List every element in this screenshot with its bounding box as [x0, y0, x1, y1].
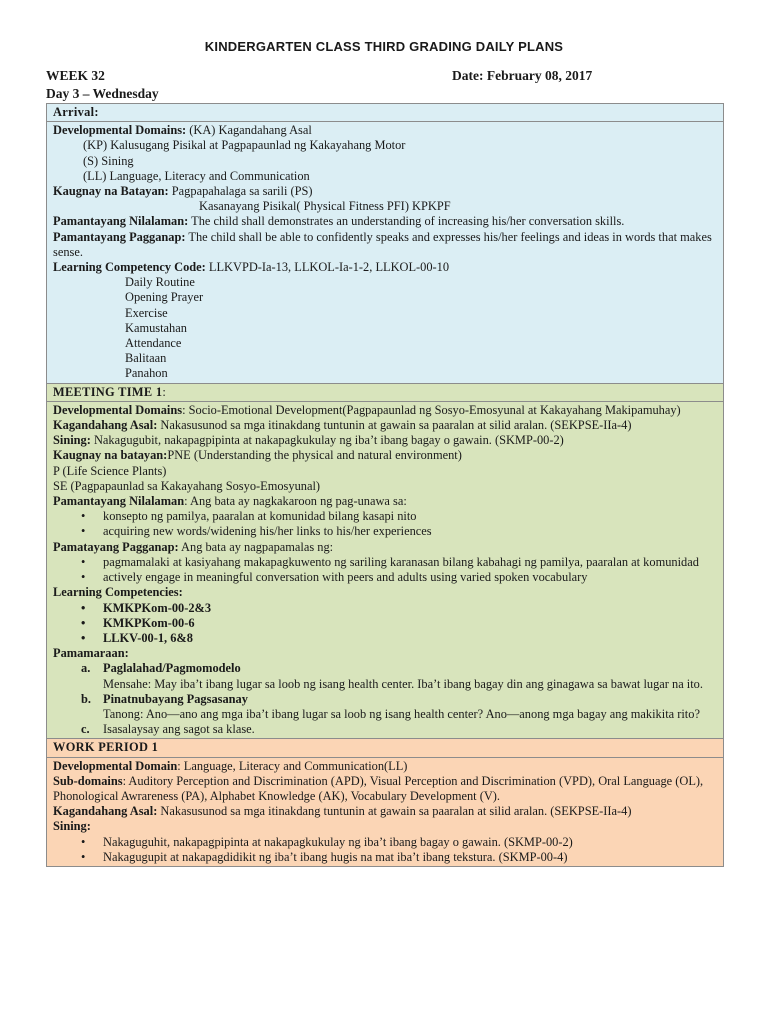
- arrival-competency: [53, 260, 717, 275]
- work-subdomains: [53, 774, 717, 804]
- arrival-nilalaman-label: Pamantayang Nilalaman:: [53, 214, 189, 229]
- work-heading-row: [47, 739, 724, 757]
- arrival-domain-2: (KP) Kalusugang Pisikal at Pagpapaunlad ng Kakayahang Motor: [83, 138, 406, 153]
- arrival-competency-text: LLKVPD-Ia-13, LLKOL-Ia-1-2, LLKOL-00-10: [205, 260, 450, 275]
- day-label: Day 3 – Wednesday: [46, 86, 159, 101]
- arrival-kaugnay-1: Pagpapahalaga sa sarili (PS): [168, 184, 313, 199]
- arrival-kaugnay-2: Kasanayang Pisikal( Physical Fitness PFI) KPKPF: [199, 199, 451, 214]
- meeting-nilalaman-label: Pamantayang Nilalaman: [53, 494, 185, 509]
- arrival-kaugnay: [53, 184, 717, 199]
- step-heading: Paglalahad/Pagmomodelo: [103, 661, 241, 676]
- list-item: • actively engage in meaningful conversation with peers and adults using varied spoken vocabulary: [53, 570, 717, 585]
- meeting-pagganap-text: Ang bata ay nagpapamalas ng:: [178, 539, 334, 554]
- step-marker: c.: [81, 722, 90, 737]
- routine-item: Kamustahan: [125, 320, 187, 335]
- arrival-domains: [53, 123, 717, 138]
- meeting-competencies-list: [53, 601, 717, 647]
- work-sining-list: [53, 835, 717, 865]
- step-item: [53, 661, 717, 691]
- step-body: Isasalaysay ang sagot sa klase.: [103, 722, 255, 737]
- work-heading: WORK PERIOD 1: [47, 739, 724, 757]
- arrival-heading: Arrival:: [47, 104, 724, 122]
- meeting-pamamaraan-label: Pamamaraan:: [53, 646, 129, 661]
- meeting-competencies-label: Learning Competencies:: [53, 585, 183, 600]
- week-label: WEEK 32: [46, 68, 105, 83]
- list-item: • pagmamalaki at kasiyahang makapagkuwento ng sariling karanasan bilang kabahagi ng pamilya, paaralan at komunidad: [53, 555, 717, 570]
- list-item: • KMKPKom-00-2&3: [53, 601, 717, 616]
- work-ka-label: Kagandahang Asal:: [53, 804, 158, 819]
- step-item: [53, 722, 717, 737]
- arrival-domain-4: (LL) Language, Literacy and Communication: [83, 168, 310, 183]
- list-item: • Nakagugupit at nakapagdidikit ng iba’t ibang hugis na mat iba’t ibang tekstura. (SKMP-00-4): [53, 850, 717, 865]
- list-item: • acquiring new words/widening his/her links to his/her experiences: [53, 524, 717, 539]
- meeting-body-row: [47, 401, 724, 738]
- arrival-nilalaman: [53, 214, 717, 229]
- work-subdomains-label: Sub-domains: [53, 773, 123, 788]
- meeting-domains-label: Developmental Domains: [53, 402, 183, 417]
- arrival-body-row: [47, 122, 724, 383]
- work-body-row: [47, 757, 724, 866]
- meeting-sining: [53, 433, 717, 448]
- arrival-competency-label: Learning Competency Code:: [53, 260, 206, 275]
- work-domain-text: : Language, Literacy and Communication(LL): [177, 758, 408, 773]
- step-heading: Pinatnubayang Pagsasanay: [103, 691, 248, 706]
- meeting-domains: [53, 403, 717, 418]
- meeting-pagganap: [53, 540, 717, 555]
- meeting-nilalaman-list: [53, 509, 717, 539]
- list-item: • LLKV-00-1, 6&8: [53, 631, 717, 646]
- routine-item: Attendance: [125, 336, 182, 351]
- work-body: [47, 757, 724, 866]
- arrival-domain-1: (KA) Kagandahang Asal: [186, 123, 312, 138]
- work-kagandahang-asal: [53, 804, 717, 819]
- meeting-ka-label: Kagandahang Asal:: [53, 418, 158, 433]
- meeting-sining-label: Sining:: [53, 433, 91, 448]
- meeting-pagganap-list: [53, 555, 717, 585]
- step-body: Tanong: Ano—ano ang mga iba’t ibang lugar sa loob ng isang health center? Ano—anong mga bagay ang makikita rito?: [103, 706, 700, 721]
- daily-plan-table: [46, 103, 724, 867]
- meeting-pagganap-label: Pamatayang Pagganap:: [53, 539, 179, 554]
- arrival-domains-label: Developmental Domains:: [53, 123, 187, 138]
- arrival-body: [47, 122, 724, 383]
- routine-item: Opening Prayer: [125, 290, 204, 305]
- step-item: [53, 692, 717, 722]
- meeting-heading-text: MEETING TIME 1: [53, 384, 163, 399]
- meeting-heading-row: [47, 383, 724, 401]
- arrival-nilalaman-text: The child shall demonstrates an understanding of increasing his/her conversation skills.: [188, 214, 625, 229]
- work-sining: [53, 819, 717, 834]
- work-sining-label: Sining:: [53, 819, 91, 834]
- meeting-domains-text: : Socio-Emotional Development(Pagpapaunlad ng Sosyo-Emosyunal at Kakayahang Makipamuhay): [182, 402, 681, 417]
- meeting-ka-text: Nakasusunod sa mga itinakdang tuntunin at gawain sa paaralan at silid aralan. (SEKPSE-IIa-4): [157, 418, 632, 433]
- arrival-kaugnay-label: Kaugnay na Batayan:: [53, 184, 169, 199]
- routine-item: Exercise: [125, 305, 168, 320]
- arrival-pagganap: [53, 230, 717, 260]
- work-domain-label: Developmental Domain: [53, 758, 178, 773]
- arrival-pagganap-text: The child shall be able to confidently speaks and expresses his/her feelings and ideas in words that makes sense.: [53, 229, 712, 259]
- meeting-heading: MEETING TIME 1:: [47, 383, 724, 401]
- meeting-pamamaraan: [53, 646, 717, 661]
- work-domain: [53, 759, 717, 774]
- arrival-heading-row: [47, 104, 724, 122]
- meeting-kagandahang-asal: [53, 418, 717, 433]
- meeting-sining-text: Nakagugubit, nakapagpipinta at nakapagkukulay ng iba’t ibang bagay o gawain. (SKMP-00-2): [90, 433, 564, 448]
- meeting-nilalaman-text: : Ang bata ay nagkakaroon ng pag-unawa sa:: [184, 494, 407, 509]
- routine-item: Daily Routine: [125, 275, 195, 290]
- step-body: Mensahe: May iba’t ibang lugar sa loob ng isang health center. Iba’t ibang bagay din ang ginagawa sa bawat lugar na ito.: [103, 676, 703, 691]
- list-item: • KMKPKom-00-6: [53, 616, 717, 631]
- routine-item: Balitaan: [125, 351, 167, 366]
- list-item: • Nakaguguhit, nakapagpipinta at nakapagkukulay ng iba’t ibang bagay o gawain. (SKMP-00-2): [53, 835, 717, 850]
- meeting-competencies: [53, 585, 717, 600]
- meeting-nilalaman: [53, 494, 717, 509]
- work-ka-text: Nakasusunod sa mga itinakdang tuntunin at gawain sa paaralan at silid aralan. (SEKPSE-IIa-4): [157, 804, 632, 819]
- meeting-kaugnay-label: Kaugnay na batayan:: [53, 448, 168, 463]
- meeting-steps: [53, 661, 717, 737]
- routine-item: Panahon: [125, 366, 168, 381]
- step-marker: b.: [81, 691, 91, 706]
- arrival-domain-3: (S) Sining: [83, 153, 134, 168]
- meeting-body: [47, 401, 724, 738]
- list-item: • konsepto ng pamilya, paaralan at komunidad bilang kasapi nito: [53, 509, 717, 524]
- meeting-kaugnay-3: SE (Pagpapaunlad sa Kakayahang Sosyo-Emosyunal): [53, 478, 321, 493]
- document-title: KINDERGARTEN CLASS THIRD GRADING DAILY PLANS: [204, 39, 564, 54]
- date-label: Date: February 08, 2017: [452, 68, 593, 83]
- meeting-kaugnay-text: PNE (Understanding the physical and natural environment): [167, 448, 462, 463]
- meeting-kaugnay: [53, 448, 717, 463]
- arrival-pagganap-label: Pamantayang Pagganap:: [53, 229, 186, 244]
- meeting-kaugnay-2: P (Life Science Plants): [53, 463, 167, 478]
- work-subdomains-text: : Auditory Perception and Discrimination (APD), Visual Perception and Discrimination (VPD), Oral Language (OL), Phonological Awrareness (PA), Alphabet Knowledge (AK), Vocabulary Development (V).: [53, 773, 704, 803]
- step-marker: a.: [81, 661, 91, 676]
